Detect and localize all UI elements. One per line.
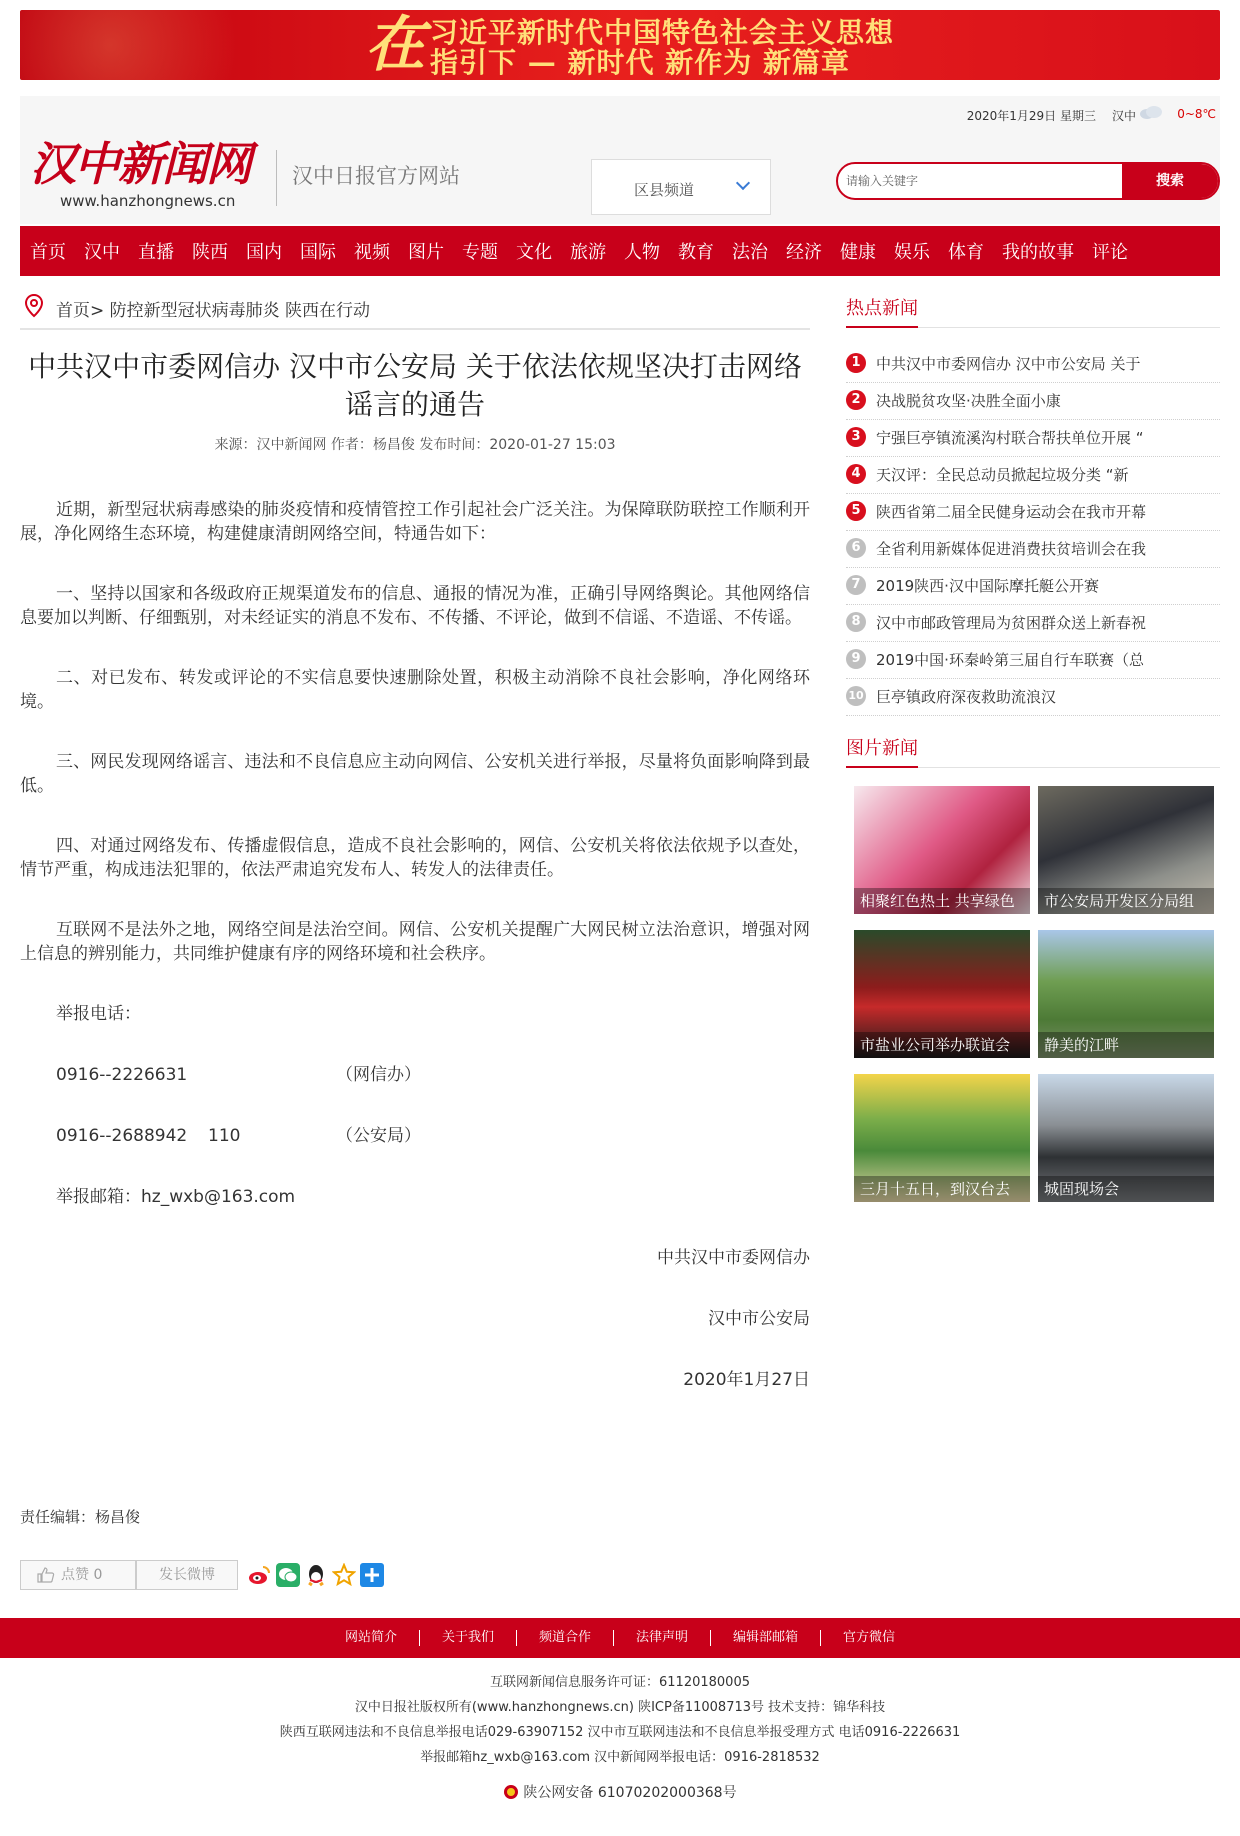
picture-caption: 静美的江畔 bbox=[1038, 1032, 1214, 1058]
rank-badge: 10 bbox=[846, 686, 866, 706]
article-meta: 来源：汉中新闻网 作者：杨昌俊 发布时间：2020-01-27 15:03 bbox=[214, 437, 616, 453]
nav-item[interactable]: 图片 bbox=[408, 242, 444, 263]
rank-badge: 4 bbox=[846, 464, 866, 484]
nav-item[interactable]: 直播 bbox=[138, 242, 174, 263]
district-channel-label: 区县频道 bbox=[634, 181, 695, 199]
star-icon[interactable] bbox=[332, 1563, 356, 1587]
article-paragraph: 二、对已发布、转发或评论的不实信息要快速删除处置，积极主动消除不良社会影响，净化网络环境。 bbox=[20, 668, 810, 712]
cloud-icon bbox=[1138, 104, 1164, 120]
article-paragraph: 互联网不是法外之地，网络空间是法治空间。网信、公安机关提醒广大网民树立法治意识，增强对网上信息的辨别能力，共同维护健康有序的网络环境和社会秩序。 bbox=[20, 920, 810, 964]
police-record[interactable] bbox=[0, 1782, 1240, 1802]
rank-badge: 1 bbox=[846, 353, 866, 373]
qq-icon[interactable] bbox=[304, 1563, 328, 1587]
weather-city: 汉中 bbox=[1111, 109, 1136, 123]
nav-item[interactable]: 娱乐 bbox=[894, 242, 930, 263]
nav-item[interactable]: 旅游 bbox=[570, 242, 606, 263]
hot-news-header bbox=[846, 290, 1220, 328]
list-item[interactable] bbox=[846, 420, 1220, 457]
article-paragraph: 四、对通过网络发布、传播虚假信息，造成不良社会影响的，网信、公安机关将依法依规予以查处，情节严重，构成违法犯罪的，依法严肃追究发布人、转发人的法律责任。 bbox=[20, 836, 810, 880]
phone-row-2 bbox=[20, 1124, 810, 1148]
article-paragraph: 近期，新型冠状病毒感染的肺炎疫情和疫情管控工作引起社会广泛关注。为保障联防联控工作顺利开展，净化网络生态环境，构建健康清朗网络空间，特通告如下： bbox=[20, 500, 810, 544]
picture-news-item[interactable] bbox=[1038, 786, 1214, 914]
banner-big-char: 在 bbox=[365, 10, 425, 80]
breadcrumb-home[interactable]: 首页> bbox=[56, 301, 105, 321]
header-topline bbox=[20, 96, 1220, 132]
nav-item[interactable]: 文化 bbox=[516, 242, 552, 263]
rank-badge: 5 bbox=[846, 501, 866, 521]
report-label: 举报电话： bbox=[56, 1004, 141, 1024]
long-weibo-button[interactable]: 发长微博 bbox=[136, 1560, 238, 1590]
hot-news-link[interactable]: 巨亭镇政府深夜救助流浪汉 bbox=[876, 688, 1057, 706]
picture-news-item[interactable] bbox=[854, 1074, 1030, 1202]
header-divider bbox=[276, 150, 277, 206]
nav-item[interactable]: 汉中 bbox=[84, 242, 120, 263]
list-item[interactable] bbox=[846, 494, 1220, 531]
picture-caption: 市公安局开发区分局组 bbox=[1038, 888, 1214, 914]
breadcrumb bbox=[20, 290, 810, 330]
picture-news-title: 图片新闻 bbox=[846, 734, 918, 768]
site-tagline: 汉中日报官方网站 bbox=[292, 164, 460, 188]
email-row bbox=[20, 1185, 810, 1209]
nav-item[interactable]: 体育 bbox=[948, 242, 984, 263]
list-item[interactable] bbox=[846, 383, 1220, 420]
list-item[interactable] bbox=[846, 346, 1220, 383]
phone-ext-2: 110 bbox=[208, 1126, 241, 1146]
article-paragraph: 一、坚持以国家和各级政府正规渠道发布的信息、通报的情况为准，正确引导网络舆论。其他网络信息要加以判断、仔细甄别，对未经证实的消息不发布、不传播、不评论，做到不信谣、不造谣、不传谣。 bbox=[20, 584, 810, 628]
banner-decoration bbox=[20, 10, 320, 80]
nav-item[interactable]: 我的故事 bbox=[1002, 242, 1074, 263]
current-date: 2020年1月29日 星期三 bbox=[966, 109, 1096, 123]
list-item[interactable] bbox=[846, 679, 1220, 716]
signer-1: 中共汉中市委网信办 bbox=[657, 1248, 810, 1268]
nav-item[interactable]: 人物 bbox=[624, 242, 660, 263]
footer-links-bar bbox=[0, 1618, 1240, 1658]
nav-item[interactable]: 评论 bbox=[1092, 242, 1128, 263]
footer-line: 互联网新闻信息服务许可证：61120180005 bbox=[490, 1675, 750, 1690]
search-input[interactable] bbox=[846, 164, 1116, 198]
rank-badge: 6 bbox=[846, 538, 866, 558]
nav-item[interactable]: 陕西 bbox=[192, 242, 228, 263]
responsible-editor: 责任编辑：杨昌俊 bbox=[20, 1508, 141, 1526]
nav-item[interactable]: 视频 bbox=[354, 242, 390, 263]
signer-2: 汉中市公安局 bbox=[708, 1309, 810, 1329]
hot-news-link[interactable]: 陕西省第二届全民健身运动会在我市开幕 bbox=[876, 503, 1147, 521]
hot-news-link[interactable]: 中共汉中市委网信办 汉中市公安局 关于 bbox=[876, 355, 1141, 373]
banner-line-2: 指引下 — 新时代 新作为 新篇章 bbox=[430, 46, 850, 79]
nav-item[interactable]: 国内 bbox=[246, 242, 282, 263]
site-logo[interactable] bbox=[30, 138, 270, 208]
list-item[interactable] bbox=[846, 605, 1220, 642]
footer-info bbox=[0, 1670, 1240, 1770]
district-channel-select[interactable] bbox=[591, 159, 771, 215]
wechat-icon[interactable] bbox=[276, 1563, 300, 1587]
article-paragraph: 三、网民发现网络谣言、违法和不良信息应主动向网信、公安机关进行举报，尽量将负面影响降到最低。 bbox=[20, 752, 810, 796]
like-button[interactable] bbox=[20, 1560, 136, 1590]
list-item[interactable] bbox=[846, 457, 1220, 494]
hot-news-title: 热点新闻 bbox=[846, 294, 918, 328]
footer-line: 陕西互联网违法和不良信息举报电话029-63907152 汉中市互联网违法和不良信息举报受理方式 电话0916-2226631 bbox=[279, 1725, 961, 1740]
picture-caption: 相聚红色热土 共享绿色 bbox=[854, 888, 1030, 914]
picture-news-header bbox=[846, 730, 1220, 768]
hot-news-link[interactable]: 汉中市邮政管理局为贫困群众送上新春祝 bbox=[876, 614, 1147, 632]
plus-share-icon[interactable] bbox=[360, 1563, 384, 1587]
picture-caption: 城固现场会 bbox=[1038, 1176, 1214, 1202]
rank-badge: 3 bbox=[846, 427, 866, 447]
article-body bbox=[20, 498, 810, 1429]
top-banner[interactable] bbox=[20, 10, 1220, 80]
footer-link[interactable]: 官方微信 bbox=[843, 1630, 896, 1645]
picture-news-item[interactable] bbox=[1038, 930, 1214, 1058]
rank-badge: 9 bbox=[846, 649, 866, 669]
picture-caption: 三月十五日，到汉台去 bbox=[854, 1176, 1030, 1202]
search-button[interactable]: 搜索 bbox=[1122, 164, 1218, 198]
list-item[interactable] bbox=[846, 568, 1220, 605]
phone-org-1: （网信办） bbox=[336, 1065, 421, 1085]
picture-caption: 市盐业公司举办联谊会 bbox=[854, 1032, 1030, 1058]
nav-item[interactable]: 国际 bbox=[300, 242, 336, 263]
nav-item[interactable]: 首页 bbox=[30, 242, 66, 263]
sign-date: 2020年1月27日 bbox=[683, 1370, 810, 1390]
logo-text: 汉中新闻网 bbox=[30, 137, 250, 191]
hot-news-link[interactable]: 宁强巨亭镇流溪沟村联合帮扶单位开展 “ bbox=[876, 429, 1144, 447]
nav-item[interactable]: 教育 bbox=[678, 242, 714, 263]
phone-number-1: 0916--2226631 bbox=[56, 1065, 188, 1085]
hot-news-link[interactable]: 2019陕西·汉中国际摩托艇公开赛 bbox=[876, 577, 1099, 595]
phone-org-2: （公安局） bbox=[336, 1126, 421, 1146]
footer-link[interactable]: 关于我们 bbox=[420, 1630, 517, 1646]
nav-item[interactable]: 健康 bbox=[840, 242, 876, 263]
like-count: 0 bbox=[93, 1567, 103, 1583]
logo-url: www.hanzhongnews.cn bbox=[60, 192, 236, 210]
banner-line-1: 习近平新时代中国特色社会主义思想 bbox=[430, 16, 895, 49]
footer-line: 汉中日报社版权所有(www.hanzhongnews.cn) 陕ICP备11008713号 技术支持：锦华科技 bbox=[354, 1700, 886, 1715]
hot-news-link[interactable]: 2019中国·环秦岭第三届自行车联赛（总 bbox=[876, 651, 1144, 669]
police-record-text: 陕公网安备 61070202000368号 bbox=[523, 1785, 737, 1801]
phone-row-1 bbox=[20, 1063, 810, 1087]
nav-item[interactable]: 经济 bbox=[786, 242, 822, 263]
rank-badge: 2 bbox=[846, 390, 866, 410]
thumbs-up-icon bbox=[37, 1567, 55, 1583]
chevron-down-icon bbox=[736, 176, 750, 190]
footer-link[interactable]: 网站简介 bbox=[323, 1630, 420, 1646]
police-badge-icon bbox=[503, 1784, 519, 1800]
like-label: 点赞 bbox=[61, 1567, 89, 1583]
picture-news-item[interactable] bbox=[854, 930, 1030, 1058]
footer-link[interactable]: 法律声明 bbox=[614, 1630, 711, 1646]
report-email: 举报邮箱：hz_wxb@163.com bbox=[56, 1187, 296, 1207]
list-item[interactable] bbox=[846, 531, 1220, 568]
weather-temp: 0~8℃ bbox=[1177, 107, 1216, 121]
hot-news-list bbox=[846, 346, 1220, 716]
main-nav bbox=[20, 226, 1220, 276]
report-label-row bbox=[20, 1002, 810, 1026]
hot-news-link[interactable]: 决战脱贫攻坚·决胜全面小康 bbox=[876, 392, 1061, 410]
hot-news-link[interactable]: 全省利用新媒体促进消费扶贫培训会在我 bbox=[876, 540, 1147, 558]
phone-number-2: 0916--2688942 bbox=[56, 1126, 188, 1146]
breadcrumb-section[interactable]: 防控新型冠状病毒肺炎 陕西在行动 bbox=[109, 301, 371, 321]
list-item[interactable] bbox=[846, 642, 1220, 679]
footer-link[interactable]: 编辑部邮箱 bbox=[711, 1630, 821, 1646]
footer-link[interactable]: 频道合作 bbox=[517, 1630, 614, 1646]
hot-news-link[interactable]: 天汉评：全民总动员掀起垃圾分类 “新 bbox=[876, 466, 1129, 484]
picture-news-item[interactable] bbox=[854, 786, 1030, 914]
article-title: 中共汉中市委网信办 汉中市公安局 关于依法依规坚决打击网络谣言的通告 bbox=[28, 350, 802, 421]
nav-item[interactable]: 专题 bbox=[462, 242, 498, 263]
rank-badge: 7 bbox=[846, 575, 866, 595]
nav-item[interactable]: 法治 bbox=[732, 242, 768, 263]
footer-line: 举报邮箱hz_wxb@163.com 汉中新闻网举报电话：0916-2818532 bbox=[420, 1750, 820, 1765]
rank-badge: 8 bbox=[846, 612, 866, 632]
search-box bbox=[836, 162, 1220, 200]
location-pin-icon bbox=[24, 294, 44, 318]
picture-news-item[interactable] bbox=[1038, 1074, 1214, 1202]
weibo-icon[interactable] bbox=[248, 1563, 272, 1587]
